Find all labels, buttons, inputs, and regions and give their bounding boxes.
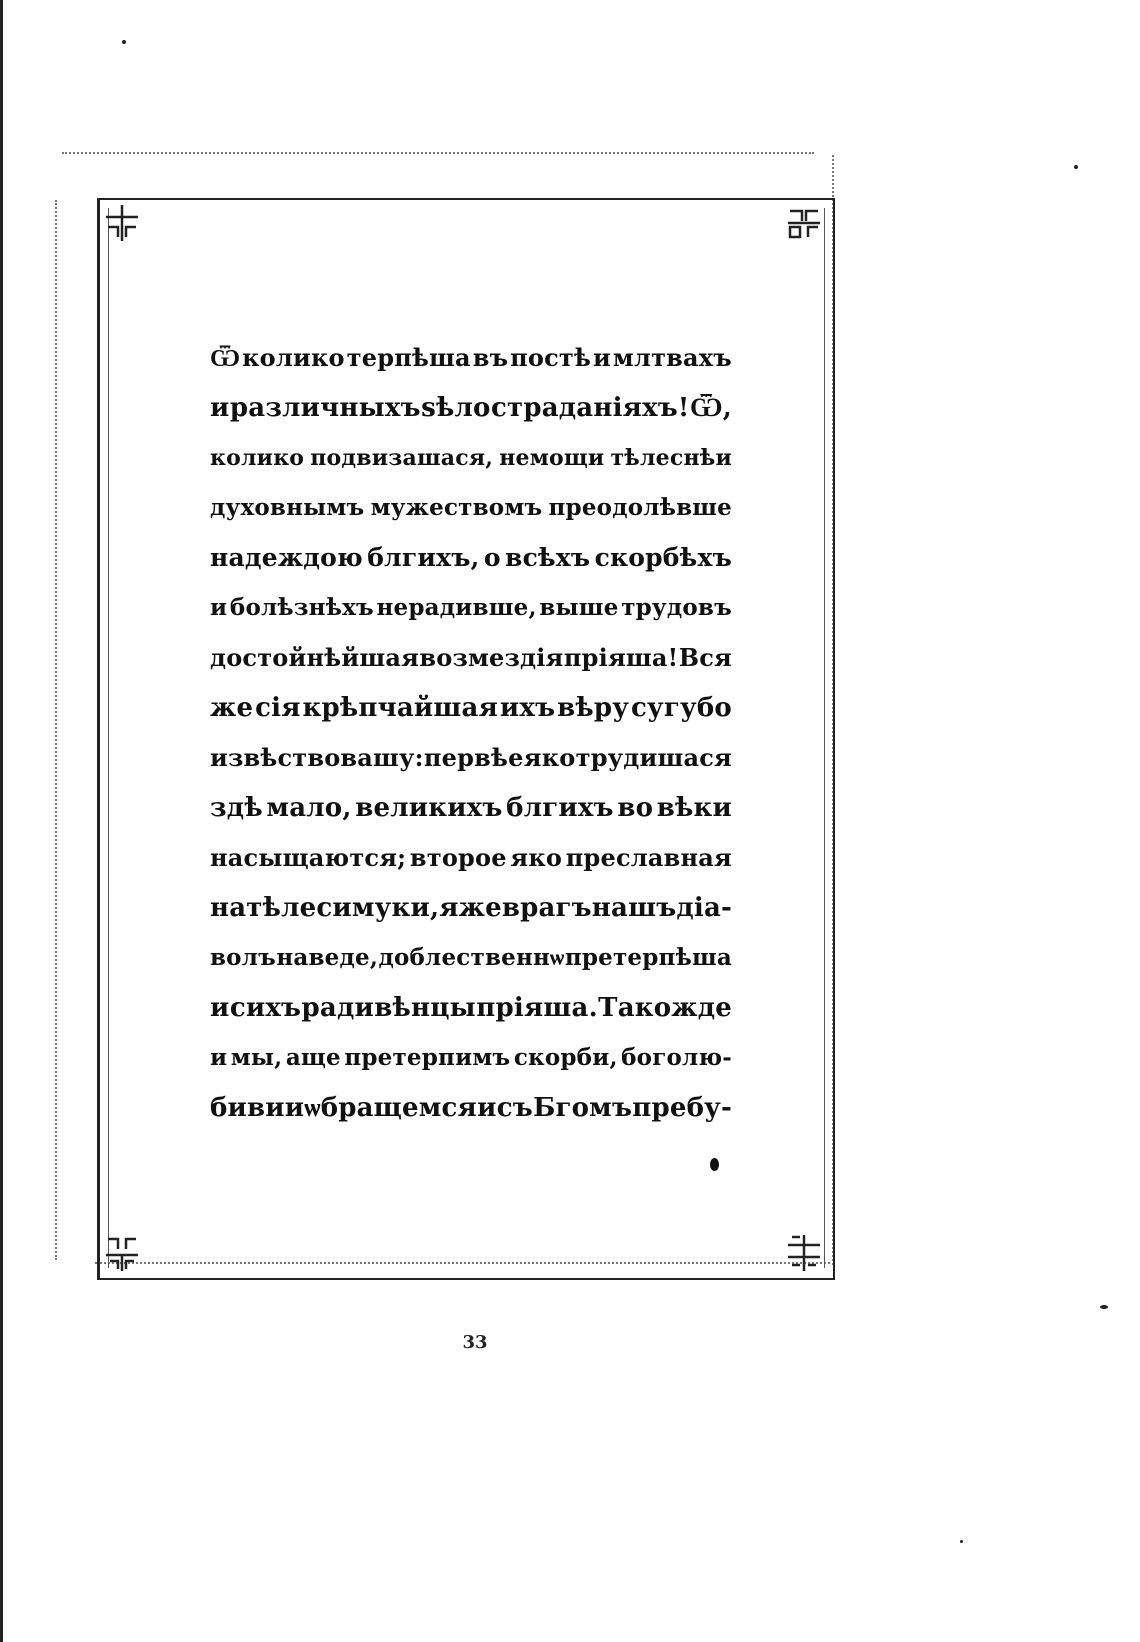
text-word: и <box>210 993 230 1023</box>
text-word: претерпѣша <box>564 944 732 971</box>
text-word: тѣлеси <box>246 893 352 923</box>
text-word: и <box>477 1093 497 1123</box>
text-word: духовнымъ <box>210 494 365 521</box>
text-word: мало, <box>266 793 352 823</box>
text-word: блгихъ, <box>367 543 480 572</box>
text-word: боголю- <box>621 1044 732 1071</box>
text-word: ѕѣло <box>421 393 491 423</box>
text-word: колико <box>242 343 345 372</box>
text-word: тѣлеснѣи <box>610 445 732 471</box>
text-word: всѣхъ <box>505 543 591 572</box>
text-word: крѣпчайшая <box>302 693 498 723</box>
text-line <box>210 433 732 483</box>
text-word: и <box>210 594 228 621</box>
scan-speck <box>960 1540 963 1543</box>
text-line <box>210 333 732 383</box>
frame-corner-ornament-bottom-left-icon <box>102 1233 142 1273</box>
text-word: наведе, <box>276 944 379 971</box>
text-word: Ѿ <box>210 343 241 372</box>
text-word: яко <box>510 843 563 872</box>
text-line <box>210 533 732 583</box>
text-word: сихъ <box>229 993 302 1023</box>
page-edge-shadow <box>0 0 3 1642</box>
page-number: 33 <box>462 1332 488 1353</box>
text-word: же <box>210 693 254 723</box>
text-word: пребу- <box>632 1093 732 1123</box>
text-word: волъ <box>210 944 276 971</box>
text-word: сугубо <box>631 693 732 723</box>
bullet-dot-icon <box>710 1158 719 1171</box>
text-word: Такожде <box>598 993 732 1023</box>
text-word: Бгомъ <box>533 1093 633 1123</box>
text-word: бивии <box>210 1093 305 1123</box>
frame-corner-ornament-top-left-icon <box>102 203 142 243</box>
text-word: мужествомъ <box>370 494 543 521</box>
text-word: пріяша. <box>476 993 598 1023</box>
top-dotted-rule <box>62 152 814 154</box>
text-word: яко <box>523 743 576 772</box>
text-word: яже <box>439 893 502 923</box>
text-line <box>210 833 732 883</box>
text-line <box>210 483 732 533</box>
text-word: немощи <box>499 445 605 471</box>
scan-speck <box>1100 1305 1108 1309</box>
text-word: претерпимъ <box>344 1044 511 1071</box>
text-word: возмездія <box>419 643 564 672</box>
text-line <box>210 933 732 983</box>
frame-corner-ornament-bottom-right-icon <box>784 1233 824 1273</box>
text-word: вѣки <box>656 793 732 823</box>
text-word: терпѣша <box>346 343 471 372</box>
text-line <box>210 1083 732 1133</box>
text-word: сія <box>255 693 301 723</box>
text-word: блгихъ <box>506 793 614 823</box>
text-word: на <box>210 893 247 923</box>
text-word: преславная <box>565 843 732 872</box>
text-word: и <box>210 1044 228 1071</box>
text-word: ихъ <box>499 693 556 723</box>
text-word: Вся <box>678 643 732 672</box>
text-line <box>210 733 732 783</box>
text-line <box>210 883 732 933</box>
text-word: трудовъ <box>621 594 732 621</box>
text-word: второе <box>409 843 507 872</box>
text-word: болѣзнѣхъ <box>229 594 374 621</box>
text-word: различныхъ <box>229 393 421 423</box>
text-word: постѣ <box>510 343 592 372</box>
text-word: и <box>210 393 230 423</box>
text-line <box>210 583 732 633</box>
text-word: надеждою <box>210 543 363 572</box>
text-word: мы, <box>230 1044 283 1071</box>
text-word: скорби, <box>513 1044 618 1071</box>
text-word: пріяша! <box>563 643 679 672</box>
scan-speck <box>1074 165 1078 169</box>
text-word: достойнѣйшая <box>210 643 420 672</box>
text-word: въ <box>472 343 509 372</box>
text-word: скорбѣхъ <box>594 543 732 572</box>
text-word: о <box>483 543 501 572</box>
text-word: выше <box>539 594 619 621</box>
text-word: извѣствовашу: <box>210 743 424 772</box>
text-word: великихъ <box>355 793 503 823</box>
text-word: нерадивше, <box>376 594 537 621</box>
text-word: діа- <box>676 893 733 923</box>
text-word: здѣ <box>210 793 263 823</box>
text-line <box>210 783 732 833</box>
text-word: страданіяхъ! <box>491 393 690 423</box>
text-word: и <box>592 343 611 372</box>
text-word: доблественнѡ <box>378 944 565 971</box>
text-word: вѣру <box>557 693 630 723</box>
text-word: подвизашася, <box>310 445 494 471</box>
text-word: врагъ <box>501 893 592 923</box>
frame-corner-ornament-top-right-icon <box>784 203 824 243</box>
text-line <box>210 683 732 733</box>
scan-speck <box>122 40 126 44</box>
text-line <box>210 383 732 433</box>
text-word: съ <box>496 1093 533 1123</box>
text-word: ѡбращемся <box>304 1093 477 1123</box>
text-word: насыщаются; <box>210 843 407 872</box>
text-word: млтвахъ <box>612 343 732 372</box>
text-word: трудишася <box>575 743 732 772</box>
text-word: преодолѣвше <box>548 494 732 521</box>
church-slavonic-text <box>210 333 732 1133</box>
text-line <box>210 633 732 683</box>
text-word: вѣнцы <box>374 993 476 1023</box>
text-word: колико <box>210 445 305 471</box>
text-word: первѣе <box>423 743 524 772</box>
text-word: во <box>617 793 654 823</box>
left-dotted-rule <box>55 200 57 1260</box>
text-word: Ѿ, <box>689 393 732 423</box>
text-word: ради <box>301 993 374 1023</box>
text-line <box>210 1033 732 1083</box>
text-word: нашъ <box>591 893 677 923</box>
text-word: аще <box>285 1044 341 1071</box>
text-word: муки, <box>351 893 440 923</box>
text-line <box>210 983 732 1033</box>
